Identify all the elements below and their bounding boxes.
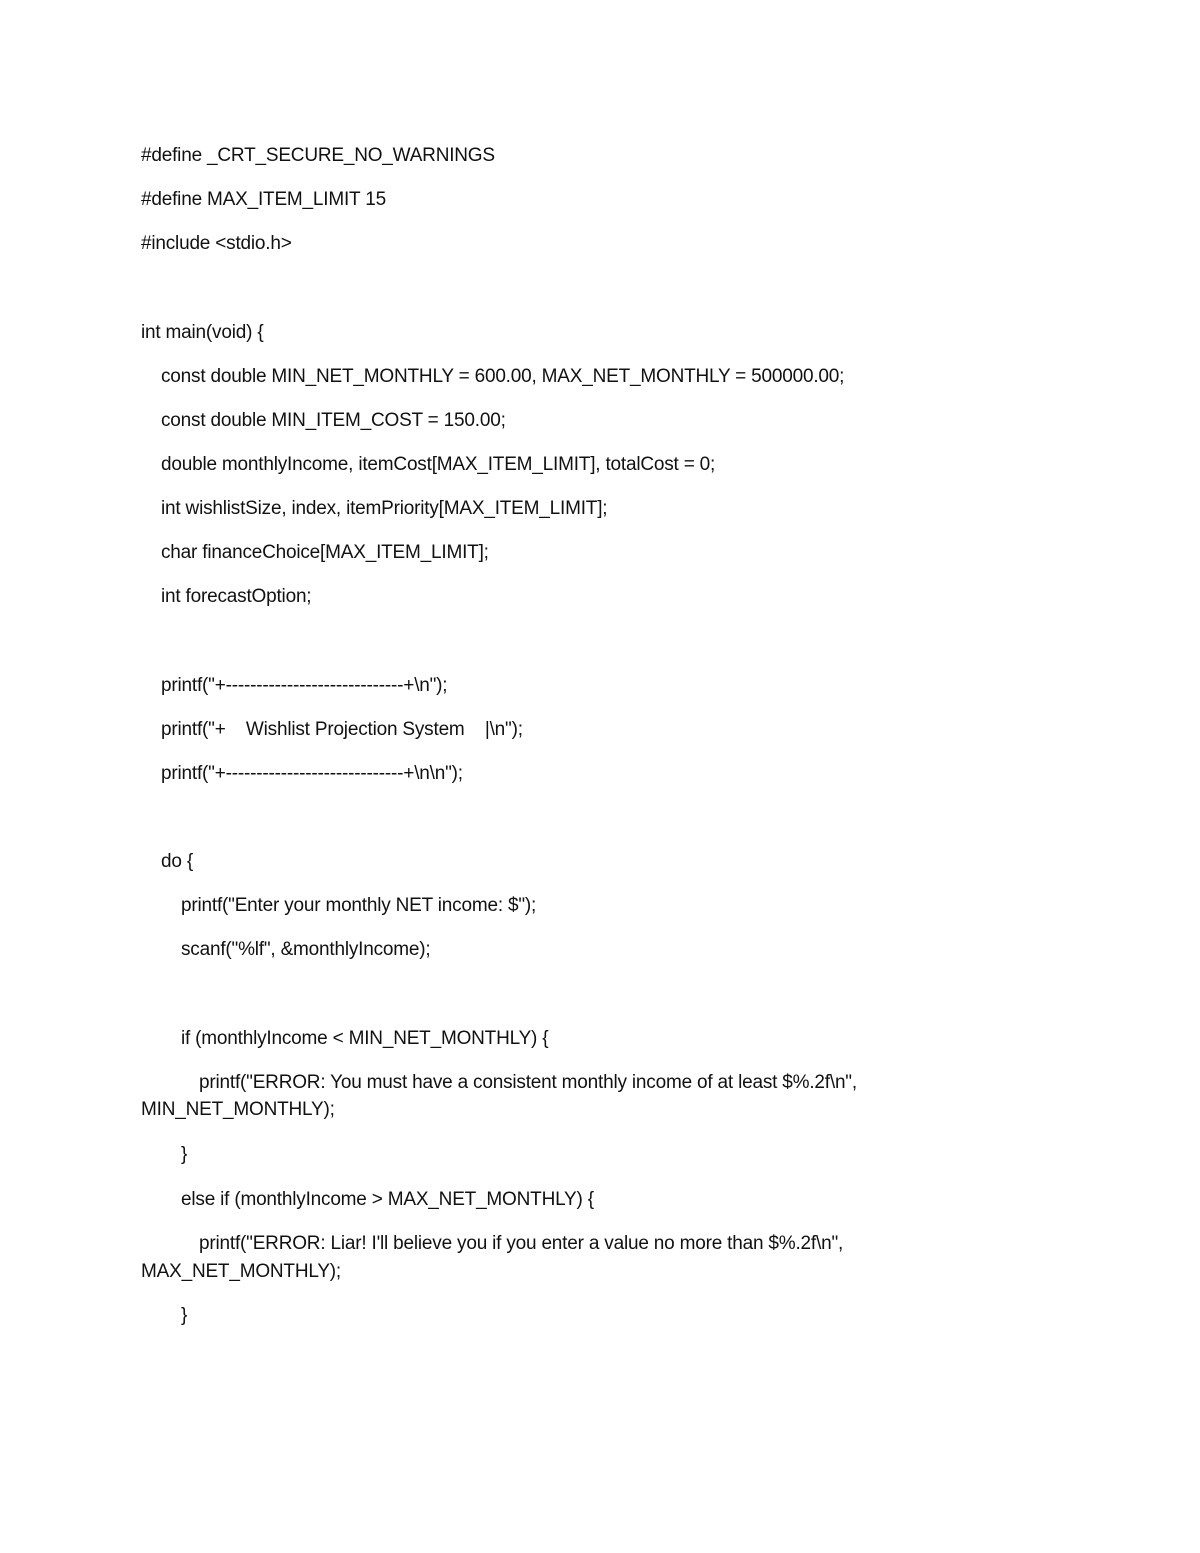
- code-line-define-max-item: #define MAX_ITEM_LIMIT 15: [141, 189, 386, 210]
- code-line-close-brace-2: }: [181, 1305, 188, 1326]
- code-line-close-brace-1: }: [181, 1144, 188, 1165]
- code-line-define-crt: #define _CRT_SECURE_NO_WARNINGS: [141, 145, 495, 166]
- code-line-else-if-max: else if (monthlyIncome > MAX_NET_MONTHLY) {: [181, 1189, 594, 1210]
- code-line-int-decl: int wishlistSize, index, itemPriority[MAX_ITEM_LIMIT];: [161, 498, 608, 519]
- code-line-printf-error-max-cont: MAX_NET_MONTHLY);: [141, 1261, 341, 1282]
- code-line-const-item-cost: const double MIN_ITEM_COST = 150.00;: [161, 410, 506, 431]
- code-line-double-decl: double monthlyIncome, itemCost[MAX_ITEM_LIMIT], totalCost = 0;: [161, 454, 716, 475]
- code-line-main-signature: int main(void) {: [141, 322, 264, 343]
- code-line-const-net-monthly: const double MIN_NET_MONTHLY = 600.00, MAX_NET_MONTHLY = 500000.00;: [161, 366, 845, 387]
- code-line-scanf: scanf("%lf", &monthlyIncome);: [181, 939, 431, 960]
- code-line-printf-title: printf("+ Wishlist Projection System |\n");: [161, 719, 523, 740]
- code-line-do-open: do {: [161, 851, 193, 872]
- code-line-if-min: if (monthlyIncome < MIN_NET_MONTHLY) {: [181, 1028, 549, 1049]
- code-line-include-stdio: #include <stdio.h>: [141, 233, 292, 254]
- code-line-printf-error-min: printf("ERROR: You must have a consistent monthly income of at least $%.2f\n",: [199, 1072, 857, 1093]
- code-line-printf-error-max: printf("ERROR: Liar! I'll believe you if you enter a value no more than $%.2f\n",: [199, 1233, 844, 1254]
- code-line-printf-prompt: printf("Enter your monthly NET income: $");: [181, 895, 537, 916]
- code-line-forecast-decl: int forecastOption;: [161, 586, 312, 607]
- code-line-char-decl: char financeChoice[MAX_ITEM_LIMIT];: [161, 542, 489, 563]
- code-line-printf-error-min-cont: MIN_NET_MONTHLY);: [141, 1099, 335, 1120]
- code-line-printf-border-bottom: printf("+-----------------------------+\n\n");: [161, 763, 463, 784]
- code-line-printf-border-top: printf("+-----------------------------+\n");: [161, 675, 448, 696]
